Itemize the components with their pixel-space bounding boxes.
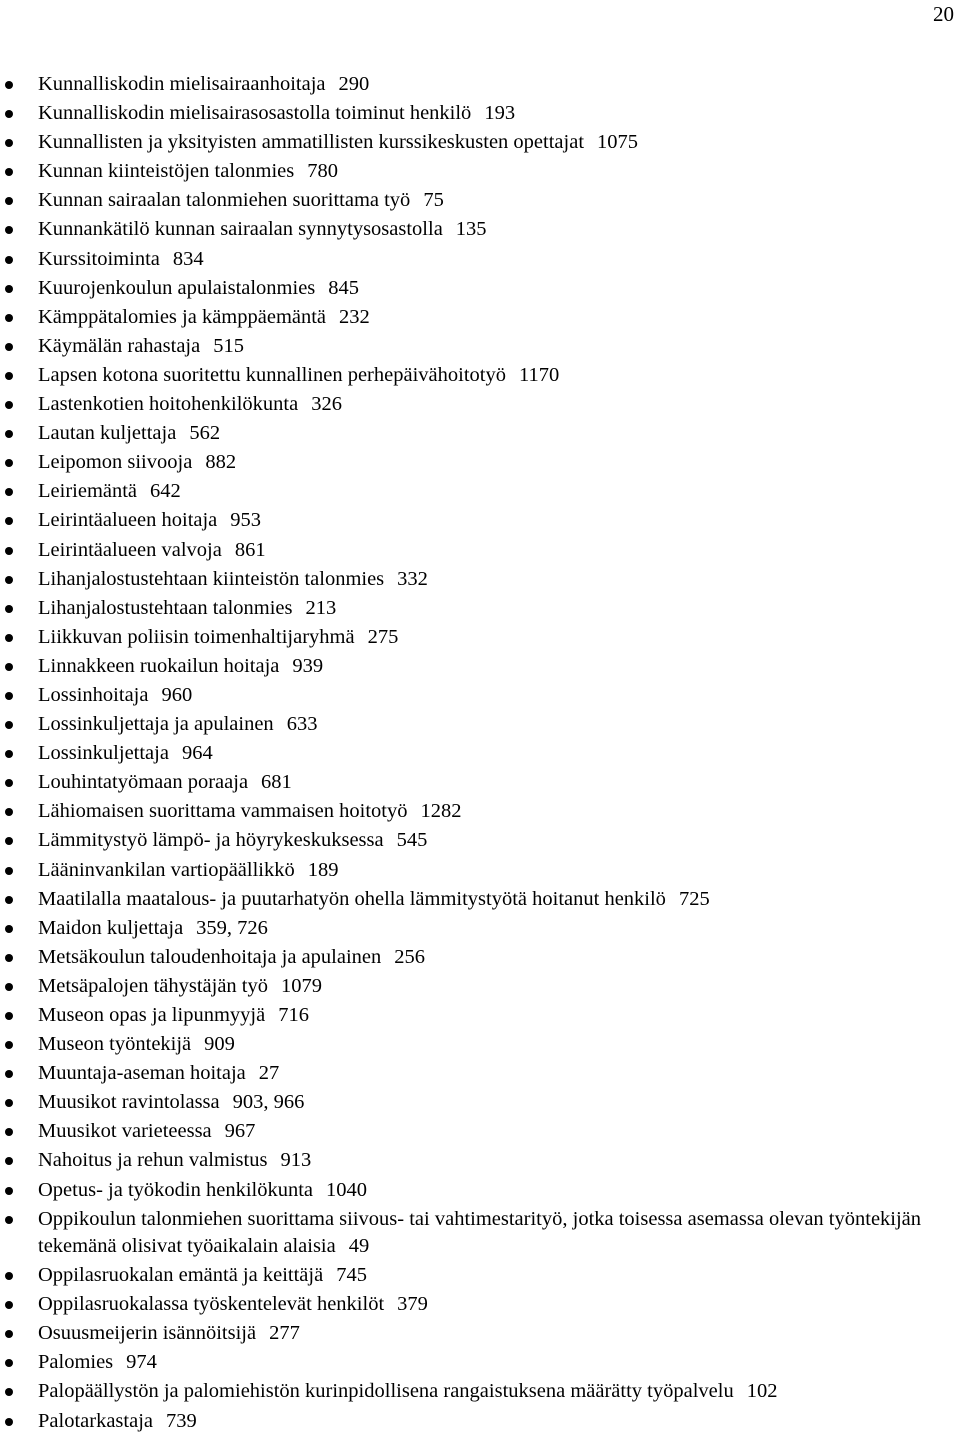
- entry-label: Lossinkuljettaja ja apulainen: [38, 713, 274, 736]
- list-item: [0, 215, 960, 244]
- list-item: [0, 681, 960, 710]
- entry-number: 964: [181, 742, 213, 765]
- entry-label: Palotarkastaja: [38, 1409, 153, 1432]
- entry-label: Leirintäalueen hoitaja: [38, 509, 218, 532]
- list-item: [0, 303, 960, 332]
- entry-number: 642: [150, 480, 181, 503]
- list-item: [0, 1146, 960, 1175]
- entry-label: Kunnan kiinteistöjen talonmies: [38, 160, 295, 183]
- list-item: [0, 99, 960, 128]
- list-item: [0, 943, 960, 972]
- entry-label: Opetus- ja työkodin henkilökunta: [38, 1178, 313, 1201]
- entry-number: 834: [172, 247, 204, 270]
- page-number: 20: [933, 2, 954, 26]
- entry-label: Lähiomaisen suorittama vammaisen hoitotyö: [38, 800, 408, 823]
- entry-label: Kunnallisten ja yksityisten ammatillisten kurssikeskusten opettajat: [38, 131, 585, 154]
- list-item: [0, 1290, 960, 1319]
- entry-number: 780: [307, 160, 338, 183]
- entry-label: Louhintatyömaan poraaja: [38, 771, 249, 794]
- entry-number: 960: [161, 683, 193, 706]
- list-item: [0, 623, 960, 652]
- list-item: [0, 565, 960, 594]
- entry-number: 903, 966: [232, 1091, 305, 1114]
- entry-label: Museon opas ja lipunmyyjä: [38, 1004, 266, 1026]
- entry-number: 909: [204, 1033, 235, 1056]
- entry-number: 545: [396, 829, 428, 852]
- entry-label: Kunnan sairaalan talonmiehen suorittama työ: [38, 189, 411, 212]
- list-item: [0, 70, 960, 99]
- entry-label: Oppikoulun talonmiehen suorittama siivous- tai vahtimestarityö, jotka toisessa asemassa olevan työntekijän tekemänä olisivat työaikalain alaisia: [38, 1207, 922, 1257]
- list-item: [0, 1348, 960, 1377]
- list-item: [0, 274, 960, 303]
- entry-number: 716: [278, 1004, 309, 1026]
- list-item: [0, 739, 960, 768]
- entry-label: Kunnankätilö kunnan sairaalan synnytysosastolla: [38, 218, 443, 241]
- list-item: [0, 885, 960, 914]
- list-item: [0, 1176, 960, 1205]
- entry-label: Kunnalliskodin mielisairaanhoitaja: [38, 73, 326, 95]
- entry-number: 102: [746, 1380, 778, 1403]
- entry-label: Muusikot varieteessa: [38, 1120, 212, 1143]
- list-item: [0, 477, 960, 506]
- list-item: [0, 1001, 960, 1030]
- list-item: [0, 1377, 960, 1406]
- entry-label: Kunnalliskodin mielisairasosastolla toiminut henkilö: [38, 102, 472, 125]
- list-item: [0, 1030, 960, 1059]
- list-item: [0, 797, 960, 826]
- entry-label: Oppilasruokalan emäntä ja keittäjä: [38, 1264, 324, 1287]
- list-item: [0, 157, 960, 186]
- entry-label: Lihanjalostustehtaan talonmies: [38, 596, 293, 619]
- entry-label: Kämppätalomies ja kämppäemäntä: [38, 305, 327, 328]
- entry-label: Oppilasruokalassa työskentelevät henkilöt: [38, 1293, 385, 1316]
- entry-number: 232: [339, 305, 370, 328]
- list-item: [0, 245, 960, 274]
- list-item: [0, 594, 960, 623]
- entry-number: 725: [678, 887, 710, 910]
- entry-number: 332: [397, 567, 428, 590]
- entry-number: 290: [338, 73, 370, 95]
- entry-label: Lossinkuljettaja: [38, 742, 169, 765]
- entry-number: 882: [205, 451, 237, 474]
- list-item: [0, 390, 960, 419]
- entry-number: 275: [367, 625, 399, 648]
- entry-label: Maidon kuljettaja: [38, 916, 184, 939]
- entry-number: 135: [455, 218, 487, 241]
- entry-label: Linnakkeen ruokailun hoitaja: [38, 654, 280, 677]
- entry-number: 974: [126, 1351, 157, 1374]
- list-item: [0, 652, 960, 681]
- list-item: [0, 914, 960, 943]
- entry-number: 739: [165, 1409, 197, 1432]
- entry-label: Leirintäalueen valvoja: [38, 538, 222, 561]
- entry-label: Osuusmeijerin isännöitsijä: [38, 1322, 257, 1345]
- list-item: [0, 361, 960, 390]
- entry-label: Kurssitoiminta: [38, 247, 160, 270]
- list-item: [0, 1261, 960, 1290]
- entry-label: Lihanjalostustehtaan kiinteistön talonmies: [38, 567, 385, 590]
- entry-label: Käymälän rahastaja: [38, 334, 201, 357]
- entry-label: Metsäpalojen tähystäjän työ: [38, 974, 268, 997]
- list-item: [0, 1407, 960, 1436]
- list-item: [0, 710, 960, 739]
- entry-label: Lapsen kotona suoritettu kunnallinen perhepäivähoitotyö: [38, 363, 506, 386]
- entry-label: Nahoitus ja rehun valmistus: [38, 1149, 268, 1172]
- entry-number: 1282: [420, 800, 462, 823]
- entry-number: 913: [280, 1149, 312, 1172]
- entry-number: 953: [230, 509, 262, 532]
- entry-number: 277: [269, 1322, 300, 1345]
- list-item: [0, 332, 960, 361]
- entry-number: 967: [224, 1120, 256, 1143]
- list-item: [0, 1059, 960, 1088]
- entry-label: Palomies: [38, 1351, 114, 1374]
- entry-number: 845: [328, 276, 360, 299]
- list-item: [0, 1205, 960, 1261]
- entry-label: Lossinhoitaja: [38, 683, 149, 706]
- entry-number: 745: [336, 1264, 367, 1287]
- entry-label: Metsäkoulun taloudenhoitaja ja apulainen: [38, 945, 382, 968]
- index-list: [0, 70, 960, 1436]
- list-item: [0, 1088, 960, 1117]
- entry-label: Leiriemäntä: [38, 480, 138, 503]
- entry-number: 27: [258, 1062, 280, 1085]
- list-item: [0, 826, 960, 855]
- entry-number: 193: [484, 102, 516, 125]
- entry-label: Muusikot ravintolassa: [38, 1091, 220, 1114]
- entry-label: Museon työntekijä: [38, 1033, 192, 1056]
- entry-number: 256: [394, 945, 426, 968]
- entry-number: 633: [286, 713, 318, 736]
- entry-number: 359, 726: [196, 916, 268, 939]
- list-item: [0, 1117, 960, 1146]
- entry-number: 213: [305, 596, 337, 619]
- entry-number: 75: [423, 189, 444, 212]
- entry-number: 939: [292, 654, 324, 677]
- entry-label: Palopäällystön ja palomiehistön kurinpidollisena rangaistuksena määrätty työpalvelu: [38, 1380, 734, 1403]
- list-item: [0, 506, 960, 535]
- list-item: [0, 448, 960, 477]
- entry-label: Muuntaja-aseman hoitaja: [38, 1062, 246, 1085]
- entry-number: 562: [189, 422, 221, 445]
- entry-number: 1075: [597, 131, 639, 154]
- entry-number: 681: [261, 771, 292, 794]
- entry-number: 326: [311, 393, 342, 416]
- entry-number: 49: [348, 1234, 370, 1257]
- list-item: [0, 536, 960, 565]
- list-item: [0, 128, 960, 157]
- list-item: [0, 856, 960, 885]
- entry-number: 1170: [518, 363, 560, 386]
- entry-label: Kuurojenkoulun apulaistalonmies: [38, 276, 316, 299]
- entry-label: Lääninvankilan vartiopäällikkö: [38, 858, 295, 881]
- entry-label: Liikkuvan poliisin toimenhaltijaryhmä: [38, 625, 355, 648]
- entry-label: Leipomon siivooja: [38, 451, 193, 474]
- entry-label: Maatilalla maatalous- ja puutarhatyön ohella lämmitystyötä hoitanut henkilö: [38, 887, 666, 910]
- entry-number: 1079: [281, 974, 322, 997]
- list-item: [0, 186, 960, 215]
- list-item: [0, 419, 960, 448]
- entry-number: 1040: [326, 1178, 367, 1201]
- entry-label: Lastenkotien hoitohenkilökunta: [38, 393, 299, 416]
- list-item: [0, 972, 960, 1001]
- entry-number: 189: [307, 858, 339, 881]
- entry-number: 515: [213, 334, 244, 357]
- entry-number: 379: [397, 1293, 428, 1316]
- entry-label: Lautan kuljettaja: [38, 422, 177, 445]
- list-item: [0, 1319, 960, 1348]
- list-item: [0, 768, 960, 797]
- entry-label: Lämmitystyö lämpö- ja höyrykeskuksessa: [38, 829, 384, 852]
- entry-number: 861: [234, 538, 266, 561]
